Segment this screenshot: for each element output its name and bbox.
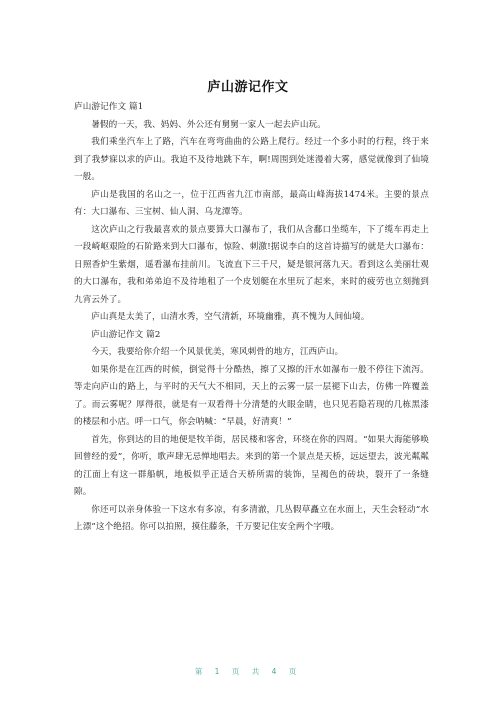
paragraph: 我们乘坐汽车上了路，汽车在弯弯曲曲的公路上爬行。经过一个多小时的行程，终于来到了我梦寐以求的庐山。我迫不及待地跳下车，啊!周围到处迷漫着大雾，感觉就像到了仙境一般。 xyxy=(74,137,429,182)
paragraph: 如果你是在江西的时候，倒觉得十分酷热，擦了又擦的汗水如瀑布一般不停往下流泻。等走向庐山的路上，与平时的天气大不相同，天上的云雾一层一层褪下山去，仿佛一阵覆盖了。而云雾呢？厚得很，就是有一双看得十分清楚的火眼金睛，也只见若隐若现的几栋黑漆的楼层和小店。呼一口气，你会呐喊：“早晨，好清爽！” xyxy=(74,364,429,427)
document-title: 庐山游记作文 xyxy=(207,80,289,95)
paragraph: 暑假的一天，我、妈妈、外公还有舅舅一家人一起去庐山玩。 xyxy=(91,119,326,130)
paragraph: 你还可以亲身体验一下这水有多凉，有多清澈，几丛假草矗立在水面上，天生会轻动“水上漂”这个绝招。你可以拍照，摸住藤条，千万要记住安全两个字哦。 xyxy=(74,504,429,532)
paragraph: 庐山是我国的名山之一，位于江西省九江市南部，最高山峰海拔1474米。主要的景点有：大口瀑布、三宝树、仙人洞、乌龙潭等。 xyxy=(74,189,429,217)
section-heading-1: 庐山游记作文 篇1 xyxy=(74,102,144,112)
paragraph: 今天，我要给你介绍一个风景优美，寒风刺骨的地方，江西庐山。 xyxy=(91,347,344,357)
paragraph: 首先，你到达的目的地便是牧羊街，居民楼和客舍，环绕在你的四周。“如果大海能够唤回曾经的爱”，你听，歌声肆无忌惮地唱去。来到的第一个景点是天桥，远远望去，波光粼粼的江面上有这一群船帆，地板似乎正适合天桥所需的装饰，呈褐色的砖块，裂开了一条缝隙。 xyxy=(74,434,429,497)
paragraph: 庐山真是太美了，山清水秀，空气清新，环境幽雅，真不愧为人间仙境。 xyxy=(91,312,370,322)
page-number-footer: 第 1 页 共 4 页 xyxy=(194,667,302,676)
document-body xyxy=(74,99,429,537)
paragraph: 这次庐山之行我最喜欢的景点要算大口瀑布了，我们从含鄱口坐缆车，下了缆车再走上一段崎岖艰险的石阶路来到大口瀑布，惊险、刺激!据说李白的这首诗描写的就是大口瀑布：日照香炉生紫烟，遥看瀑布挂前川。飞流直下三千尺，疑是银河落九天。看到这么美丽壮观的大口瀑布，我和弟弟迫不及待地租了一个皮划艇在水里玩了起来，来时的疲劳也立刻抛到九宵云外了。 xyxy=(74,224,429,305)
section-heading-2: 庐山游记作文 篇2 xyxy=(91,329,161,340)
